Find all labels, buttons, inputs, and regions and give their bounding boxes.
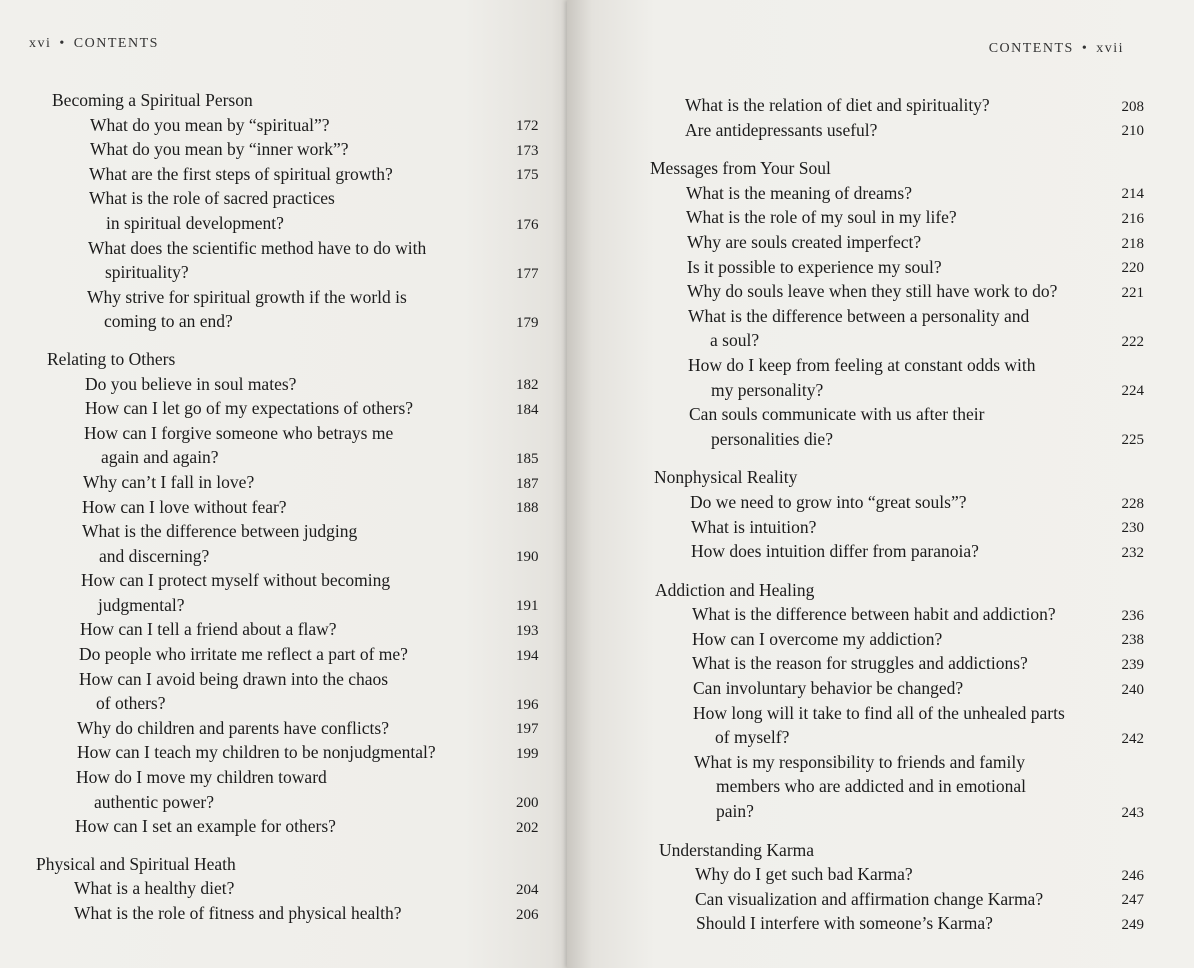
- entry-title: What is the relation of diet and spirituality?: [685, 95, 990, 115]
- toc-entry[interactable]: [0, 667, 580, 716]
- toc-entry[interactable]: [567, 887, 1194, 912]
- toc-entry[interactable]: [0, 396, 580, 421]
- page-number: 200: [516, 795, 539, 812]
- entry-title: What is the difference between judging: [82, 521, 358, 542]
- entry-title: What is the role of my soul in my life?: [686, 207, 957, 228]
- entry-title: Can involuntary behavior be changed?: [693, 678, 964, 699]
- page-number: 176: [516, 216, 539, 233]
- entry-title: How can I let go of my expectations of others?: [85, 398, 414, 419]
- toc-entry[interactable]: [567, 651, 1194, 676]
- toc-entry[interactable]: [567, 627, 1194, 652]
- toc-entry[interactable]: [567, 402, 1194, 451]
- toc-entry[interactable]: [0, 470, 580, 495]
- toc-entry[interactable]: [0, 421, 580, 470]
- page-number: 199: [516, 746, 539, 763]
- page-number: 232: [1121, 544, 1144, 561]
- page-number: 240: [1121, 681, 1144, 698]
- toc-entry[interactable]: [0, 495, 580, 520]
- entry-title: What are the first steps of spiritual growth?: [89, 163, 393, 184]
- section-title: Physical and Spiritual Heath: [36, 853, 236, 874]
- entry-title: Why do children and parents have conflicts?: [77, 717, 389, 738]
- page-number: 202: [516, 819, 539, 836]
- entry-title-continued: coming to an end?: [104, 311, 233, 332]
- entry-title: How can I forgive someone who betrays me: [84, 422, 394, 443]
- page-number: 175: [516, 167, 539, 184]
- entry-title: Are antidepressants useful?: [685, 119, 878, 140]
- toc-entry[interactable]: [0, 876, 580, 901]
- entry-title: What is intuition?: [691, 516, 817, 537]
- page-number: 228: [1121, 495, 1144, 512]
- entry-title: How can I set an example for others?: [75, 816, 336, 837]
- entry-title: What is the role of fitness and physical health?: [74, 903, 402, 923]
- entry-title: What is a healthy diet?: [74, 878, 235, 899]
- entry-title: How can I protect myself without becoming: [81, 570, 391, 591]
- page-number: 196: [516, 696, 539, 713]
- entry-title: Do people who irritate me reflect a part of me?: [79, 644, 408, 665]
- toc-entry[interactable]: [0, 765, 580, 814]
- page-number: 185: [516, 450, 539, 467]
- page-number: 188: [516, 500, 539, 517]
- entry-title-continued: again and again?: [101, 447, 219, 468]
- page-number: 230: [1121, 520, 1144, 537]
- toc-entry[interactable]: [567, 862, 1194, 887]
- toc-entry[interactable]: [0, 137, 580, 162]
- toc-entry[interactable]: [0, 113, 580, 138]
- page-number: 191: [516, 598, 539, 615]
- entry-title: How can I avoid being drawn into the chaos: [79, 668, 389, 689]
- entry-title: What is the reason for struggles and addictions?: [692, 653, 1028, 674]
- section-gap: [0, 839, 580, 852]
- page-number: 220: [1121, 260, 1144, 277]
- entry-title: Should I interfere with someone’s Karma?: [696, 913, 993, 934]
- section-gap: [567, 142, 1194, 156]
- toc-section: [567, 93, 1194, 142]
- entry-title-continued: my personality?: [711, 379, 824, 400]
- entry-title: How can I teach my children to be nonjudgmental?: [77, 742, 436, 763]
- entry-title-continued: of myself?: [715, 727, 790, 748]
- toc-entry[interactable]: [567, 181, 1194, 206]
- entry-title-continued: pain?: [716, 801, 754, 822]
- toc-entry[interactable]: [0, 617, 580, 642]
- page-number: 182: [516, 377, 539, 394]
- toc-section: [0, 839, 580, 926]
- page-number: 247: [1121, 892, 1144, 909]
- toc-entry[interactable]: [0, 568, 580, 617]
- section-gap: [567, 451, 1194, 465]
- toc-entry[interactable]: [567, 279, 1194, 304]
- entry-title: How can I tell a friend about a flaw?: [80, 619, 337, 640]
- section-title: Relating to Others: [47, 348, 176, 369]
- toc-entry[interactable]: [567, 602, 1194, 627]
- page-number: 187: [516, 475, 539, 492]
- section-title: Becoming a Spiritual Person: [52, 90, 253, 110]
- entry-title: Why do I get such bad Karma?: [695, 864, 913, 885]
- page-number: 236: [1121, 607, 1144, 624]
- toc-entry[interactable]: [0, 901, 580, 926]
- toc-entry[interactable]: [567, 93, 1194, 118]
- entry-title: Why can’t I fall in love?: [83, 471, 255, 492]
- toc-entry[interactable]: [567, 539, 1194, 564]
- page-number: 242: [1121, 730, 1144, 747]
- section-gap: [567, 564, 1194, 578]
- page-number: 177: [516, 265, 539, 282]
- left-running-header: [29, 36, 159, 52]
- entry-title: What is the role of sacred practices: [89, 188, 335, 209]
- right-header-separator: •: [1081, 41, 1089, 56]
- page-number: 238: [1121, 632, 1144, 649]
- toc-section: [567, 564, 1194, 824]
- toc-section: [567, 824, 1194, 936]
- toc-entry[interactable]: [0, 372, 580, 397]
- page-number: 239: [1121, 657, 1144, 674]
- entry-title: Why do souls leave when they still have work to do?: [687, 281, 1058, 302]
- page-number: 221: [1121, 284, 1144, 301]
- toc-entry[interactable]: [567, 205, 1194, 230]
- entry-title: What do you mean by “spiritual”?: [90, 114, 330, 135]
- entry-title-continued: judgmental?: [98, 594, 185, 615]
- page-number: 222: [1121, 333, 1144, 350]
- left-header-separator: •: [59, 36, 66, 51]
- toc-entry[interactable]: [0, 236, 580, 285]
- entry-title-continued: in spiritual development?: [106, 212, 284, 233]
- toc-section: [567, 451, 1194, 563]
- page-number: 224: [1121, 383, 1144, 400]
- page-number: 204: [516, 882, 539, 898]
- entry-title: Can visualization and affirmation change Karma?: [695, 888, 1044, 909]
- left-running-title: CONTENTS: [73, 36, 159, 51]
- entry-title-continued: of others?: [96, 693, 166, 714]
- entry-title-continued: personalities die?: [711, 428, 833, 449]
- toc-entry[interactable]: [567, 255, 1194, 280]
- entry-title: How does intuition differ from paranoia?: [691, 541, 979, 562]
- entry-title: Do we need to grow into “great souls”?: [690, 491, 967, 512]
- section-gap: [0, 334, 580, 347]
- toc-entry[interactable]: [0, 162, 580, 187]
- entry-title: How can I love without fear?: [82, 496, 287, 517]
- toc-entry[interactable]: [567, 515, 1194, 540]
- page-number: 218: [1121, 235, 1144, 252]
- right-folio: xvii: [1096, 41, 1124, 56]
- page-number: 194: [516, 647, 539, 664]
- toc-entry[interactable]: [0, 186, 580, 235]
- section-title: Nonphysical Reality: [654, 467, 798, 488]
- left-folio: xvi: [29, 36, 52, 51]
- toc-entry[interactable]: [567, 353, 1194, 402]
- toc-entry[interactable]: [0, 642, 580, 667]
- section-gap: [567, 824, 1194, 838]
- entry-title: Why are souls created imperfect?: [687, 231, 922, 252]
- right-running-header: [989, 41, 1124, 57]
- entry-title: What does the scientific method have to do with: [88, 237, 427, 258]
- section-title: Messages from Your Soul: [650, 158, 831, 179]
- entry-title: What is the meaning of dreams?: [686, 182, 912, 203]
- toc-entry[interactable]: [567, 304, 1194, 353]
- entry-title: How long will it take to find all of the unhealed parts: [693, 702, 1065, 723]
- page-number: 184: [516, 401, 539, 418]
- toc-entry[interactable]: [0, 814, 580, 839]
- toc-entry[interactable]: [567, 490, 1194, 515]
- left-page: [0, 0, 580, 968]
- entry-title: What is the difference between habit and addiction?: [692, 604, 1056, 625]
- toc-entry[interactable]: [567, 676, 1194, 701]
- entry-title: Can souls communicate with us after their: [689, 404, 985, 425]
- right-running-title: CONTENTS: [988, 41, 1074, 56]
- page-number: 216: [1121, 210, 1144, 227]
- toc-section: [567, 142, 1194, 451]
- toc-entry[interactable]: [567, 230, 1194, 255]
- entry-title: Do you believe in soul mates?: [85, 373, 297, 394]
- page-number: 243: [1121, 804, 1144, 821]
- entry-title-continued: a soul?: [710, 330, 760, 351]
- toc-entry[interactable]: [0, 740, 580, 765]
- toc-section: [0, 334, 580, 839]
- section-title: Understanding Karma: [659, 839, 815, 860]
- entry-title-continued: spirituality?: [105, 262, 189, 283]
- page-number: 214: [1121, 186, 1144, 203]
- page-number: 172: [516, 118, 539, 135]
- toc-entry[interactable]: [0, 716, 580, 741]
- page-number: 206: [516, 906, 539, 923]
- entry-title: What do you mean by “inner work”?: [90, 139, 349, 160]
- entry-title: How do I keep from feeling at constant odds with: [688, 354, 1036, 375]
- entry-title: What is my responsibility to friends and family: [694, 751, 1025, 772]
- toc-entry[interactable]: [567, 701, 1194, 750]
- toc-entry[interactable]: [567, 118, 1194, 143]
- page-number: 190: [516, 549, 539, 566]
- page-number: 246: [1121, 867, 1144, 884]
- page-number: 173: [516, 142, 539, 159]
- right-contents-list: [567, 93, 1194, 936]
- page-number: 197: [516, 721, 539, 738]
- entry-title-continued: members who are addicted and in emotional: [716, 776, 1027, 797]
- page-number: 179: [516, 314, 539, 331]
- left-contents-list: [0, 88, 580, 926]
- page-number: 208: [1121, 98, 1144, 115]
- page-number: 210: [1121, 123, 1144, 140]
- section-title: Addiction and Healing: [655, 579, 815, 600]
- toc-entry[interactable]: [567, 911, 1194, 936]
- right-page: [567, 0, 1194, 968]
- toc-entry[interactable]: [567, 750, 1194, 824]
- entry-title: What is the difference between a personality and: [688, 305, 1030, 326]
- page-number: 225: [1121, 432, 1144, 449]
- toc-section: [0, 88, 580, 334]
- entry-title: How do I move my children toward: [76, 767, 327, 788]
- entry-title-continued: and discerning?: [99, 545, 210, 566]
- toc-entry[interactable]: [0, 285, 580, 334]
- toc-entry[interactable]: [0, 519, 580, 568]
- page-number: 249: [1121, 917, 1144, 933]
- entry-title-continued: authentic power?: [94, 791, 215, 812]
- entry-title: How can I overcome my addiction?: [692, 628, 943, 649]
- entry-title: Is it possible to experience my soul?: [687, 256, 942, 277]
- page-number: 193: [516, 623, 539, 640]
- entry-title: Why strive for spiritual growth if the world is: [87, 286, 407, 307]
